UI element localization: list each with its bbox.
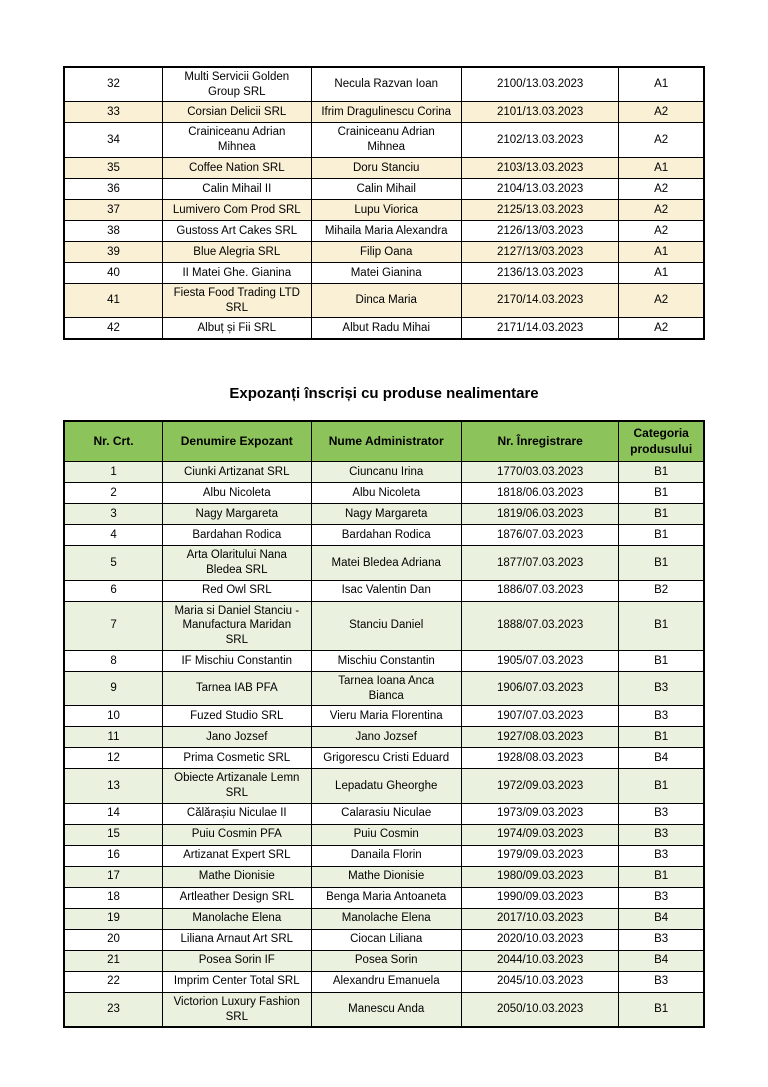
nonfood-table-head (64, 421, 704, 462)
column-header-denumire-expozant: Denumire Expozant (163, 421, 311, 462)
cell-nr-inregistrare: 2050/10.03.2023 (461, 992, 618, 1027)
cell-nr-inregistrare: 2171/14.03.2023 (461, 318, 618, 339)
cell-denumire-expozant: Liliana Arnaut Art SRL (163, 929, 311, 950)
cell-nr-crt: 23 (64, 992, 163, 1027)
cell-nr-crt: 3 (64, 504, 163, 525)
cell-categoria-produsului: B3 (619, 929, 704, 950)
cell-categoria-produsului: A1 (619, 241, 704, 262)
cell-nr-crt: 11 (64, 727, 163, 748)
cell-nume-administrator: Mischiu Constantin (311, 650, 461, 671)
cell-nr-crt: 7 (64, 601, 163, 650)
cell-nr-crt: 8 (64, 650, 163, 671)
cell-denumire-expozant: Arta Olaritului Nana Bledea SRL (163, 546, 311, 580)
table-row (64, 67, 704, 102)
cell-nume-administrator: Lepadatu Gheorghe (311, 769, 461, 803)
cell-nr-crt: 22 (64, 971, 163, 992)
cell-nr-inregistrare: 2102/13.03.2023 (461, 123, 618, 157)
cell-denumire-expozant: Călărașiu Niculae II (163, 803, 311, 824)
table-row (64, 950, 704, 971)
cell-nr-crt: 35 (64, 157, 163, 178)
table-row (64, 483, 704, 504)
table-row (64, 525, 704, 546)
cell-nr-inregistrare: 1905/07.03.2023 (461, 650, 618, 671)
cell-categoria-produsului: B3 (619, 824, 704, 845)
cell-nr-inregistrare: 2020/10.03.2023 (461, 929, 618, 950)
table-row (64, 220, 704, 241)
cell-nume-administrator: Albu Nicoleta (311, 483, 461, 504)
table-row (64, 580, 704, 601)
cell-nr-crt: 21 (64, 950, 163, 971)
table-row (64, 199, 704, 220)
cell-denumire-expozant: Calin Mihail II (163, 178, 311, 199)
cell-categoria-produsului: B4 (619, 908, 704, 929)
cell-denumire-expozant: Mathe Dionisie (163, 866, 311, 887)
cell-denumire-expozant: Jano Jozsef (163, 727, 311, 748)
table-row (64, 262, 704, 283)
nonfood-exhibitors-table (63, 420, 705, 1028)
cell-denumire-expozant: Artleather Design SRL (163, 887, 311, 908)
cell-nume-administrator: Puiu Cosmin (311, 824, 461, 845)
cell-categoria-produsului: B1 (619, 727, 704, 748)
cell-categoria-produsului: B1 (619, 504, 704, 525)
table-row (64, 824, 704, 845)
cell-nr-inregistrare: 1972/09.03.2023 (461, 769, 618, 803)
cell-nr-crt: 13 (64, 769, 163, 803)
cell-categoria-produsului: A2 (619, 283, 704, 317)
cell-nume-administrator: Mihaila Maria Alexandra (311, 220, 461, 241)
cell-denumire-expozant: Ciunki Artizanat SRL (163, 462, 311, 483)
cell-categoria-produsului: B3 (619, 971, 704, 992)
cell-nr-inregistrare: 2100/13.03.2023 (461, 67, 618, 102)
cell-nr-crt: 36 (64, 178, 163, 199)
cell-nume-administrator: Mathe Dionisie (311, 866, 461, 887)
cell-categoria-produsului: A2 (619, 318, 704, 339)
cell-nr-inregistrare: 1927/08.03.2023 (461, 727, 618, 748)
cell-denumire-expozant: Bardahan Rodica (163, 525, 311, 546)
cell-denumire-expozant: Posea Sorin IF (163, 950, 311, 971)
cell-nr-crt: 14 (64, 803, 163, 824)
cell-nr-inregistrare: 2101/13.03.2023 (461, 102, 618, 123)
cell-categoria-produsului: B1 (619, 866, 704, 887)
table-row (64, 866, 704, 887)
cell-categoria-produsului: B3 (619, 671, 704, 705)
cell-nr-crt: 15 (64, 824, 163, 845)
cell-denumire-expozant: Gustoss Art Cakes SRL (163, 220, 311, 241)
table-row (64, 992, 704, 1027)
cell-denumire-expozant: Puiu Cosmin PFA (163, 824, 311, 845)
table-row (64, 241, 704, 262)
cell-categoria-produsului: A1 (619, 157, 704, 178)
cell-nume-administrator: Posea Sorin (311, 950, 461, 971)
cell-nr-inregistrare: 2136/13.03.2023 (461, 262, 618, 283)
cell-denumire-expozant: Victorion Luxury Fashion SRL (163, 992, 311, 1027)
cell-nume-administrator: Albut Radu Mihai (311, 318, 461, 339)
cell-nr-inregistrare: 1979/09.03.2023 (461, 845, 618, 866)
cell-categoria-produsului: B3 (619, 887, 704, 908)
table-row (64, 803, 704, 824)
cell-categoria-produsului: B1 (619, 650, 704, 671)
cell-nume-administrator: Stanciu Daniel (311, 601, 461, 650)
cell-denumire-expozant: Crainiceanu Adrian Mihnea (163, 123, 311, 157)
table-row (64, 887, 704, 908)
cell-nr-crt: 4 (64, 525, 163, 546)
cell-denumire-expozant: Imprim Center Total SRL (163, 971, 311, 992)
column-header-nume-administrator: Nume Administrator (311, 421, 461, 462)
cell-denumire-expozant: Multi Servicii Golden Group SRL (163, 67, 311, 102)
cell-nr-inregistrare: 2125/13.03.2023 (461, 199, 618, 220)
column-header-categoria-produsului: Categoria produsului (619, 421, 704, 462)
cell-nr-inregistrare: 1990/09.03.2023 (461, 887, 618, 908)
table-row (64, 462, 704, 483)
cell-categoria-produsului: B1 (619, 546, 704, 580)
cell-nr-inregistrare: 2045/10.03.2023 (461, 971, 618, 992)
cell-categoria-produsului: B1 (619, 601, 704, 650)
cell-nume-administrator: Dinca Maria (311, 283, 461, 317)
cell-denumire-expozant: Red Owl SRL (163, 580, 311, 601)
table-row (64, 929, 704, 950)
cell-nr-inregistrare: 1906/07.03.2023 (461, 671, 618, 705)
cell-nr-crt: 40 (64, 262, 163, 283)
cell-nume-administrator: Calarasiu Niculae (311, 803, 461, 824)
cell-nr-crt: 1 (64, 462, 163, 483)
cell-nr-crt: 2 (64, 483, 163, 504)
food-exhibitors-table-continuation (63, 66, 705, 340)
table-row (64, 504, 704, 525)
cell-denumire-expozant: Albu Nicoleta (163, 483, 311, 504)
cell-nr-crt: 41 (64, 283, 163, 317)
table-row (64, 971, 704, 992)
nonfood-table-body (64, 462, 704, 1027)
cell-denumire-expozant: Albuț și Fii SRL (163, 318, 311, 339)
cell-nr-crt: 17 (64, 866, 163, 887)
cell-nume-administrator: Vieru Maria Florentina (311, 706, 461, 727)
cell-nr-crt: 18 (64, 887, 163, 908)
cell-nume-administrator: Bardahan Rodica (311, 525, 461, 546)
cell-nr-crt: 12 (64, 748, 163, 769)
cell-categoria-produsului: B4 (619, 748, 704, 769)
cell-nume-administrator: Ifrim Dragulinescu Corina (311, 102, 461, 123)
cell-nume-administrator: Doru Stanciu (311, 157, 461, 178)
table-row (64, 748, 704, 769)
cell-nr-crt: 32 (64, 67, 163, 102)
cell-categoria-produsului: A2 (619, 102, 704, 123)
cell-nr-inregistrare: 1877/07.03.2023 (461, 546, 618, 580)
table-row (64, 123, 704, 157)
column-header-nr-inregistrare: Nr. Înregistrare (461, 421, 618, 462)
cell-denumire-expozant: Fiesta Food Trading LTD SRL (163, 283, 311, 317)
cell-nume-administrator: Jano Jozsef (311, 727, 461, 748)
cell-nume-administrator: Crainiceanu Adrian Mihnea (311, 123, 461, 157)
cell-categoria-produsului: B3 (619, 845, 704, 866)
cell-categoria-produsului: B4 (619, 950, 704, 971)
cell-nume-administrator: Ciuncanu Irina (311, 462, 461, 483)
cell-nr-inregistrare: 2103/13.03.2023 (461, 157, 618, 178)
cell-denumire-expozant: Coffee Nation SRL (163, 157, 311, 178)
cell-denumire-expozant: Tarnea IAB PFA (163, 671, 311, 705)
cell-categoria-produsului: B1 (619, 462, 704, 483)
cell-nr-inregistrare: 1819/06.03.2023 (461, 504, 618, 525)
table-row (64, 845, 704, 866)
table-row (64, 769, 704, 803)
table-row (64, 601, 704, 650)
cell-nr-inregistrare: 1973/09.03.2023 (461, 803, 618, 824)
cell-nume-administrator: Benga Maria Antoaneta (311, 887, 461, 908)
cell-nr-crt: 16 (64, 845, 163, 866)
cell-nr-crt: 34 (64, 123, 163, 157)
cell-nume-administrator: Tarnea Ioana Anca Bianca (311, 671, 461, 705)
cell-denumire-expozant: Maria si Daniel Stanciu - Manufactura Maridan SRL (163, 601, 311, 650)
cell-denumire-expozant: II Matei Ghe. Gianina (163, 262, 311, 283)
cell-categoria-produsului: B1 (619, 483, 704, 504)
cell-categoria-produsului: B1 (619, 992, 704, 1027)
header-row (64, 421, 704, 462)
column-header-nr-crt: Nr. Crt. (64, 421, 163, 462)
cell-nume-administrator: Necula Razvan Ioan (311, 67, 461, 102)
cell-categoria-produsului: B1 (619, 769, 704, 803)
section-heading: Expozanți înscriși cu produse nealimentare (229, 384, 539, 402)
cell-categoria-produsului: B2 (619, 580, 704, 601)
cell-categoria-produsului: A2 (619, 199, 704, 220)
cell-nr-inregistrare: 1876/07.03.2023 (461, 525, 618, 546)
cell-denumire-expozant: Artizanat Expert SRL (163, 845, 311, 866)
cell-denumire-expozant: Prima Cosmetic SRL (163, 748, 311, 769)
cell-nr-crt: 5 (64, 546, 163, 580)
cell-nr-crt: 37 (64, 199, 163, 220)
cell-denumire-expozant: Nagy Margareta (163, 504, 311, 525)
cell-nr-inregistrare: 1928/08.03.2023 (461, 748, 618, 769)
cell-denumire-expozant: Blue Alegria SRL (163, 241, 311, 262)
cell-nr-inregistrare: 1907/07.03.2023 (461, 706, 618, 727)
cell-nr-inregistrare: 1818/06.03.2023 (461, 483, 618, 504)
cell-categoria-produsului: A1 (619, 67, 704, 102)
table-row (64, 908, 704, 929)
cell-categoria-produsului: A2 (619, 178, 704, 199)
cell-nume-administrator: Matei Gianina (311, 262, 461, 283)
cell-nume-administrator: Manolache Elena (311, 908, 461, 929)
cell-nr-crt: 9 (64, 671, 163, 705)
cell-nume-administrator: Ciocan Liliana (311, 929, 461, 950)
cell-nume-administrator: Isac Valentin Dan (311, 580, 461, 601)
cell-nr-crt: 10 (64, 706, 163, 727)
table-row (64, 283, 704, 317)
table-row (64, 546, 704, 580)
cell-nr-crt: 19 (64, 908, 163, 929)
cell-nr-inregistrare: 2126/13/03.2023 (461, 220, 618, 241)
table-row (64, 650, 704, 671)
cell-categoria-produsului: B3 (619, 706, 704, 727)
cell-nr-crt: 38 (64, 220, 163, 241)
cell-denumire-expozant: Obiecte Artizanale Lemn SRL (163, 769, 311, 803)
cell-categoria-produsului: A2 (619, 220, 704, 241)
table-row (64, 318, 704, 339)
cell-nr-inregistrare: 1974/09.03.2023 (461, 824, 618, 845)
cell-nume-administrator: Grigorescu Cristi Eduard (311, 748, 461, 769)
food-table-body (64, 67, 704, 339)
cell-nr-crt: 42 (64, 318, 163, 339)
cell-denumire-expozant: Corsian Delicii SRL (163, 102, 311, 123)
cell-denumire-expozant: Manolache Elena (163, 908, 311, 929)
table-row (64, 671, 704, 705)
cell-nr-inregistrare: 2170/14.03.2023 (461, 283, 618, 317)
cell-nume-administrator: Manescu Anda (311, 992, 461, 1027)
table-row (64, 157, 704, 178)
cell-nr-inregistrare: 1888/07.03.2023 (461, 601, 618, 650)
table-row (64, 727, 704, 748)
cell-nr-inregistrare: 2104/13.03.2023 (461, 178, 618, 199)
cell-nr-inregistrare: 2017/10.03.2023 (461, 908, 618, 929)
cell-nume-administrator: Calin Mihail (311, 178, 461, 199)
cell-nr-inregistrare: 2127/13/03.2023 (461, 241, 618, 262)
cell-categoria-produsului: A1 (619, 262, 704, 283)
cell-nr-inregistrare: 1980/09.03.2023 (461, 866, 618, 887)
cell-nr-inregistrare: 1770/03.03.2023 (461, 462, 618, 483)
table-row (64, 706, 704, 727)
cell-nr-crt: 20 (64, 929, 163, 950)
cell-nume-administrator: Alexandru Emanuela (311, 971, 461, 992)
cell-denumire-expozant: IF Mischiu Constantin (163, 650, 311, 671)
cell-nr-crt: 6 (64, 580, 163, 601)
cell-nume-administrator: Nagy Margareta (311, 504, 461, 525)
cell-nume-administrator: Lupu Viorica (311, 199, 461, 220)
cell-nume-administrator: Filip Oana (311, 241, 461, 262)
cell-categoria-produsului: A2 (619, 123, 704, 157)
cell-nr-crt: 33 (64, 102, 163, 123)
cell-denumire-expozant: Lumivero Com Prod SRL (163, 199, 311, 220)
cell-nr-crt: 39 (64, 241, 163, 262)
cell-nr-inregistrare: 2044/10.03.2023 (461, 950, 618, 971)
cell-categoria-produsului: B3 (619, 803, 704, 824)
table-row (64, 178, 704, 199)
table-row (64, 102, 704, 123)
cell-nr-inregistrare: 1886/07.03.2023 (461, 580, 618, 601)
cell-nume-administrator: Danaila Florin (311, 845, 461, 866)
cell-categoria-produsului: B1 (619, 525, 704, 546)
cell-nume-administrator: Matei Bledea Adriana (311, 546, 461, 580)
cell-denumire-expozant: Fuzed Studio SRL (163, 706, 311, 727)
